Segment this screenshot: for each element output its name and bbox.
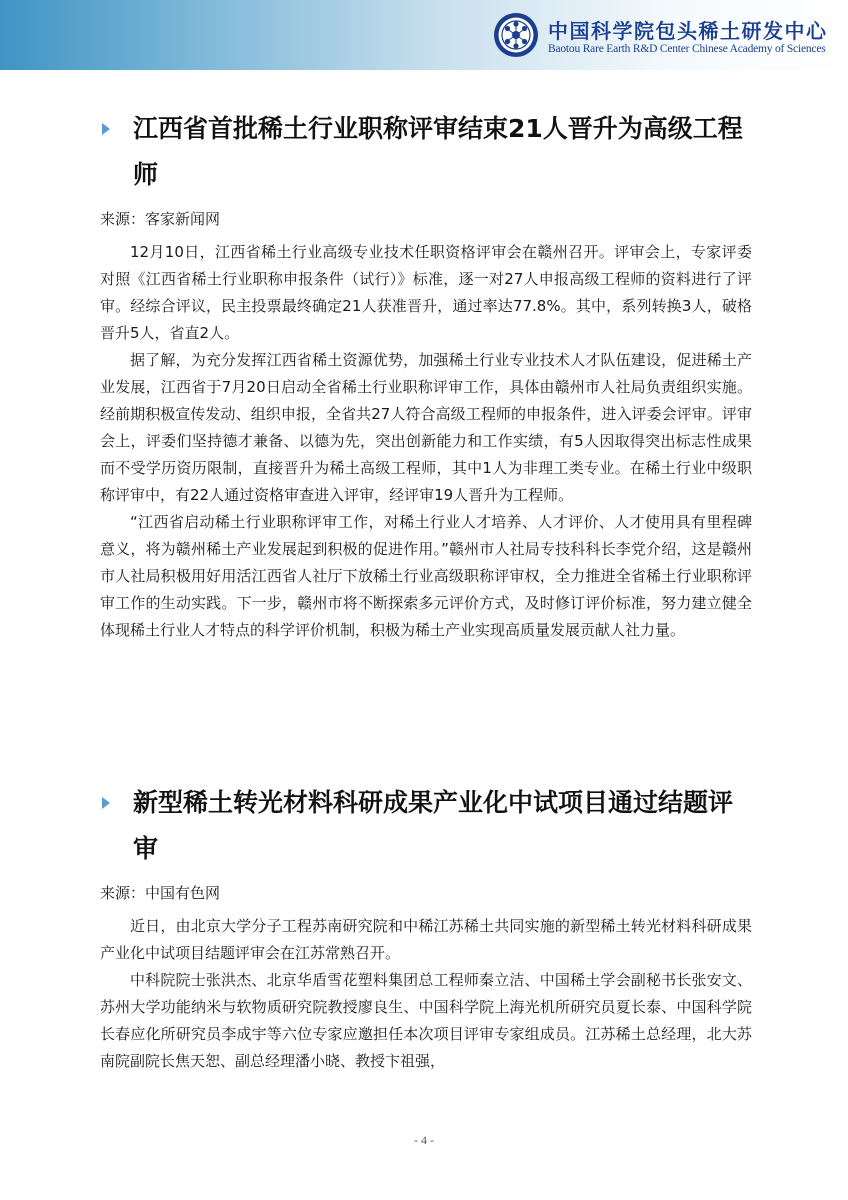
paragraph: 据了解，为充分发挥江西省稀土资源优势，加强稀土行业专业技术人才队伍建设，促进稀土产业发展，江西省于7月20日启动全省稀土行业职称评审工作，具体由赣州市人社局负责组织实施。经前期积极宣传发动、组织申报，全省共27人符合高级工程师的申报条件，进入评委会评审。评审会上，评委们坚持德才兼备、以德为先，突出创新能力和工作实绩，有5人因取得突出标志性成果而不受学历资历限制，直接晋升为稀土高级工程师，其中1人为非理工类专业。在稀土行业中级职称评审中，有22人通过资格审查进入评审，经评审19人晋升为工程师。 bbox=[100, 351, 752, 504]
paragraph: “江西省启动稀土行业职称评审工作，对稀土行业人才培养、人才评价、人才使用具有里程碑意义，将为赣州稀土产业发展起到积极的促进作用。”赣州市人社局专技科科长李党介绍，这是赣州市人社局积极用好用活江西省人社厅下放稀土行业高级职称评审权，全力推进全省稀土行业职称评审工作的生动实践。下一步，赣州市将不断探索多元评价方式，及时修订评价标准，努力建立健全体现稀土行业人才特点的科学评价机制，积极为稀土产业实现高质量发展贡献人社力量。 bbox=[100, 513, 752, 639]
article-title-block bbox=[100, 106, 752, 198]
article-source: 来源：客家新闻网 bbox=[100, 210, 221, 228]
article-body bbox=[100, 239, 752, 644]
article-title-block bbox=[100, 780, 752, 872]
article-body bbox=[100, 913, 752, 1075]
page-header bbox=[0, 0, 848, 70]
org-name-en: Baotou Rare Earth R&D Center Chinese Academy of Sciences bbox=[548, 43, 826, 55]
paragraph: 12月10日，江西省稀土行业高级专业技术任职资格评审会在赣州召开。评审会上，专家评委对照《江西省稀土行业职称申报条件（试行）》标准，逐一对27人申报高级工程师的资料进行了评审。经综合评议，民主投票最终确定21人获准晋升，通过率达77.8%。其中，系列转换3人，破格晋升5人，省直2人。 bbox=[100, 243, 752, 342]
org-name-cn: 中国科学院包头稀土研发中心 bbox=[548, 19, 828, 43]
triangle-bullet-icon bbox=[102, 797, 110, 809]
article-title: 江西省首批稀土行业职称评审结束21人晋升为高级工程师 bbox=[133, 114, 743, 189]
article-source: 来源：中国有色网 bbox=[100, 884, 221, 902]
article-title: 新型稀土转光材料科研成果产业化中试项目通过结题评审 bbox=[133, 788, 734, 863]
triangle-bullet-icon bbox=[102, 123, 110, 135]
article-2 bbox=[100, 780, 752, 1075]
page-number: - 4 - bbox=[414, 1133, 434, 1147]
cas-emblem-icon bbox=[493, 12, 539, 58]
article-1 bbox=[100, 106, 752, 644]
paragraph: 中科院院士张洪杰、北京华盾雪花塑料集团总工程师秦立洁、中国稀土学会副秘书长张安文、苏州大学功能纳米与软物质研究院教授廖良生、中国科学院上海光机所研究员夏长泰、中国科学院长春应化所研究员李成宇等六位专家应邀担任本次项目评审专家组成员。江苏稀土总经理，北大苏南院副院长焦天恕、副总经理潘小晓、教授卞祖强， bbox=[100, 971, 752, 1070]
paragraph: 近日，由北京大学分子工程苏南研究院和中稀江苏稀土共同实施的新型稀土转光材料科研成果产业化中试项目结题评审会在江苏常熟召开。 bbox=[100, 917, 752, 962]
